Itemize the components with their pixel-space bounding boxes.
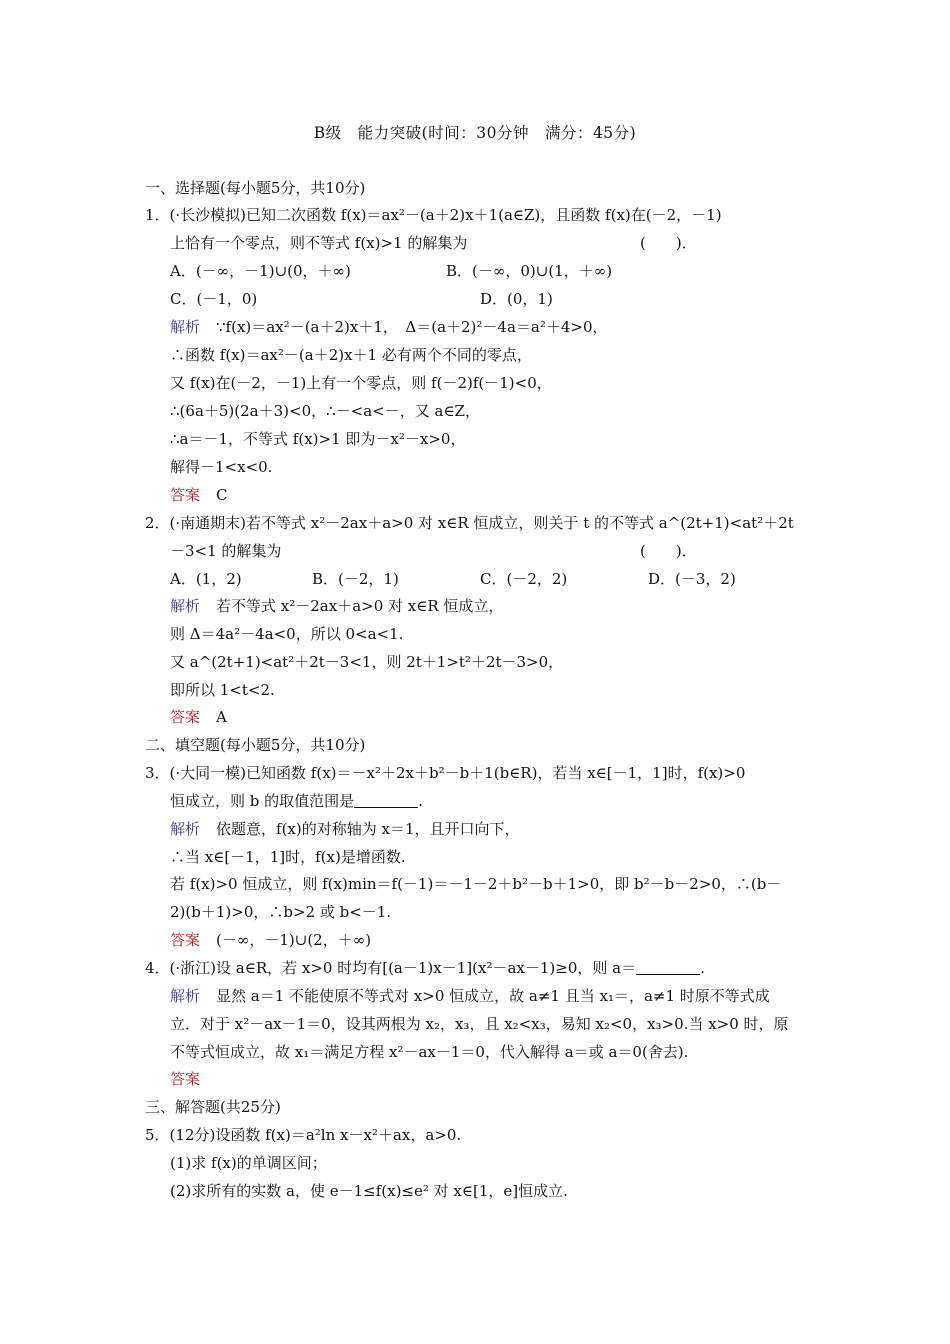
- answer-label: 答案: [170, 1070, 201, 1088]
- q1-option-c: C．(－1，0): [170, 290, 258, 308]
- q2-solution-line1: [170, 594, 503, 618]
- q2-sol-text1: 若不等式 x²－2ax＋a>0 对 x∈R 恒成立，: [216, 597, 504, 615]
- q1-answer: C: [216, 486, 228, 504]
- q3-solution-line2: ∴当 x∈[－1，1]时，f(x)是增函数.: [170, 848, 406, 866]
- q2-solution-line4: 即所以 1<t<2.: [170, 681, 275, 699]
- q1-solution-line2: ∴函数 f(x)＝ax²－(a＋2)x＋1 必有两个不同的零点，: [170, 346, 532, 364]
- q4-solution-line3: 不等式恒成立，故 x₁＝满足方程 x²－ax－1＝0，代入解得 a＝或 a＝0(舍去).: [170, 1043, 689, 1061]
- q3-answer-line: [170, 928, 371, 952]
- q2-stem-line1: 2．(·南通期末)若不等式 x²－2ax＋a>0 对 x∈R 恒成立，则关于 t 的不等式 a^(2t+1)<at²＋2t: [145, 514, 794, 532]
- q4-sol-text1: 显然 a＝1 不能使原不等式对 x>0 恒成立，故 a≠1 且当 x₁＝，a≠1 时原不等式成: [216, 987, 770, 1005]
- solution-label: 解析: [170, 820, 201, 838]
- q2-answer-line: [170, 705, 227, 729]
- section-heading-solve: 三、解答题(共25分): [145, 1098, 281, 1116]
- q1-solution-line1: [170, 315, 608, 339]
- q5-part1: (1)求 f(x)的单调区间；: [170, 1154, 327, 1172]
- answer-label: 答案: [170, 486, 201, 504]
- q2-answer-paren: ( )．: [640, 542, 697, 560]
- q3-answer: (－∞，－1)∪(2，＋∞): [216, 931, 372, 949]
- q3-stem-text: 恒成立，则 b 的取值范围是: [170, 792, 355, 810]
- q1-option-a: A．(－∞，－1)∪(0，＋∞): [170, 262, 351, 280]
- q2-answer: A: [216, 708, 227, 726]
- q1-solution-line6: 解得－1<x<0.: [170, 458, 273, 476]
- q1-answer-paren: ( )．: [640, 234, 697, 252]
- q5-stem-line1: 5．(12分)设函数 f(x)＝a²ln x－x²＋ax，a>0.: [145, 1126, 462, 1144]
- q3-stem-line1: 3．(·大同一模)已知函数 f(x)＝－x²＋2x＋b²－b＋1(b∈R)，若当 x∈[－1，1]时，f(x)>0: [145, 764, 746, 782]
- q4-solution-line2: 立．对于 x²－ax－1＝0，设其两根为 x₂，x₃，且 x₂<x₃，易知 x₂<0，x₃>0.当 x>0 时，原: [170, 1015, 789, 1033]
- q2-option-b: B．(－2，1): [312, 570, 399, 588]
- q1-solution-line4: ∴(6a＋5)(2a＋3)<0，∴－<a<－，又 a∈Z，: [170, 402, 480, 420]
- q2-stem-line2: －3<1 的解集为: [170, 542, 282, 560]
- q2-solution-line3: 又 a^(2t+1)<at²＋2t－3<1，则 2t＋1>t²＋2t－3>0，: [170, 653, 564, 671]
- q4-answer-line: [170, 1067, 216, 1091]
- answer-label: 答案: [170, 708, 201, 726]
- q2-option-c: C．(－2，2): [480, 570, 568, 588]
- q3-stem-end: .: [418, 792, 423, 810]
- q2-option-d: D．(－3，2): [648, 570, 736, 588]
- q1-solution-line3: 又 f(x)在(－2，－1)上有一个零点，则 f(－2)f(－1)<0，: [170, 374, 552, 392]
- q1-sol-text1: ∵f(x)＝ax²－(a＋2)x＋1， Δ＝(a＋2)²－4a＝a²＋4>0，: [216, 318, 608, 336]
- q1-option-d: D．(0，1): [480, 290, 553, 308]
- solution-label: 解析: [170, 597, 201, 615]
- answer-label: 答案: [170, 931, 201, 949]
- solution-label: 解析: [170, 987, 201, 1005]
- q4-stem-text: 4．(·浙江)设 a∈R，若 x>0 时均有[(a－1)x－1](x²－ax－1)≥0，则 a＝: [145, 959, 637, 977]
- q4-solution-line1: [170, 984, 770, 1008]
- page-title: B级 能力突破(时间：30分钟 满分：45分): [313, 124, 637, 142]
- q1-answer-line: [170, 483, 228, 507]
- q3-sol-text1: 依题意，f(x)的对称轴为 x＝1，且开口向下，: [216, 820, 520, 838]
- q4-answer-blank: [636, 958, 700, 975]
- section-heading-choice: 一、选择题(每小题5分，共10分): [145, 179, 366, 197]
- q4-stem-line1: [145, 956, 705, 980]
- solution-label: 解析: [170, 318, 201, 336]
- q1-stem-line2: 上恰有一个零点，则不等式 f(x)>1 的解集为: [170, 234, 468, 252]
- q3-stem-line2: [170, 789, 423, 813]
- q1-stem-line1: 1．(·长沙模拟)已知二次函数 f(x)＝ax²－(a＋2)x＋1(a∈Z)，且函数 f(x)在(－2，－1): [145, 206, 722, 224]
- q2-solution-line2: 则 Δ＝4a²－4a<0，所以 0<a<1.: [170, 625, 404, 643]
- section-heading-fill: 二、填空题(每小题5分，共10分): [145, 736, 366, 754]
- q3-answer-blank: [354, 791, 418, 808]
- q2-option-a: A．(1，2): [170, 570, 242, 588]
- q3-solution-line3: 若 f(x)>0 恒成立，则 f(x)min＝f(－1)＝－1－2＋b²－b＋1>0，即 b²－b－2>0，∴(b－: [170, 875, 782, 893]
- q4-stem-end: .: [700, 959, 705, 977]
- q3-solution-line4: 2)(b＋1)>0，∴b>2 或 b<－1.: [170, 903, 392, 921]
- q1-solution-line5: ∴a＝－1，不等式 f(x)>1 即为－x²－x>0，: [170, 430, 466, 448]
- q5-part2: (2)求所有的实数 a，使 e－1≤f(x)≤e² 对 x∈[1，e]恒成立.: [170, 1182, 568, 1200]
- q3-solution-line1: [170, 817, 520, 841]
- q1-option-b: B．(－∞，0)∪(1，＋∞): [446, 262, 613, 280]
